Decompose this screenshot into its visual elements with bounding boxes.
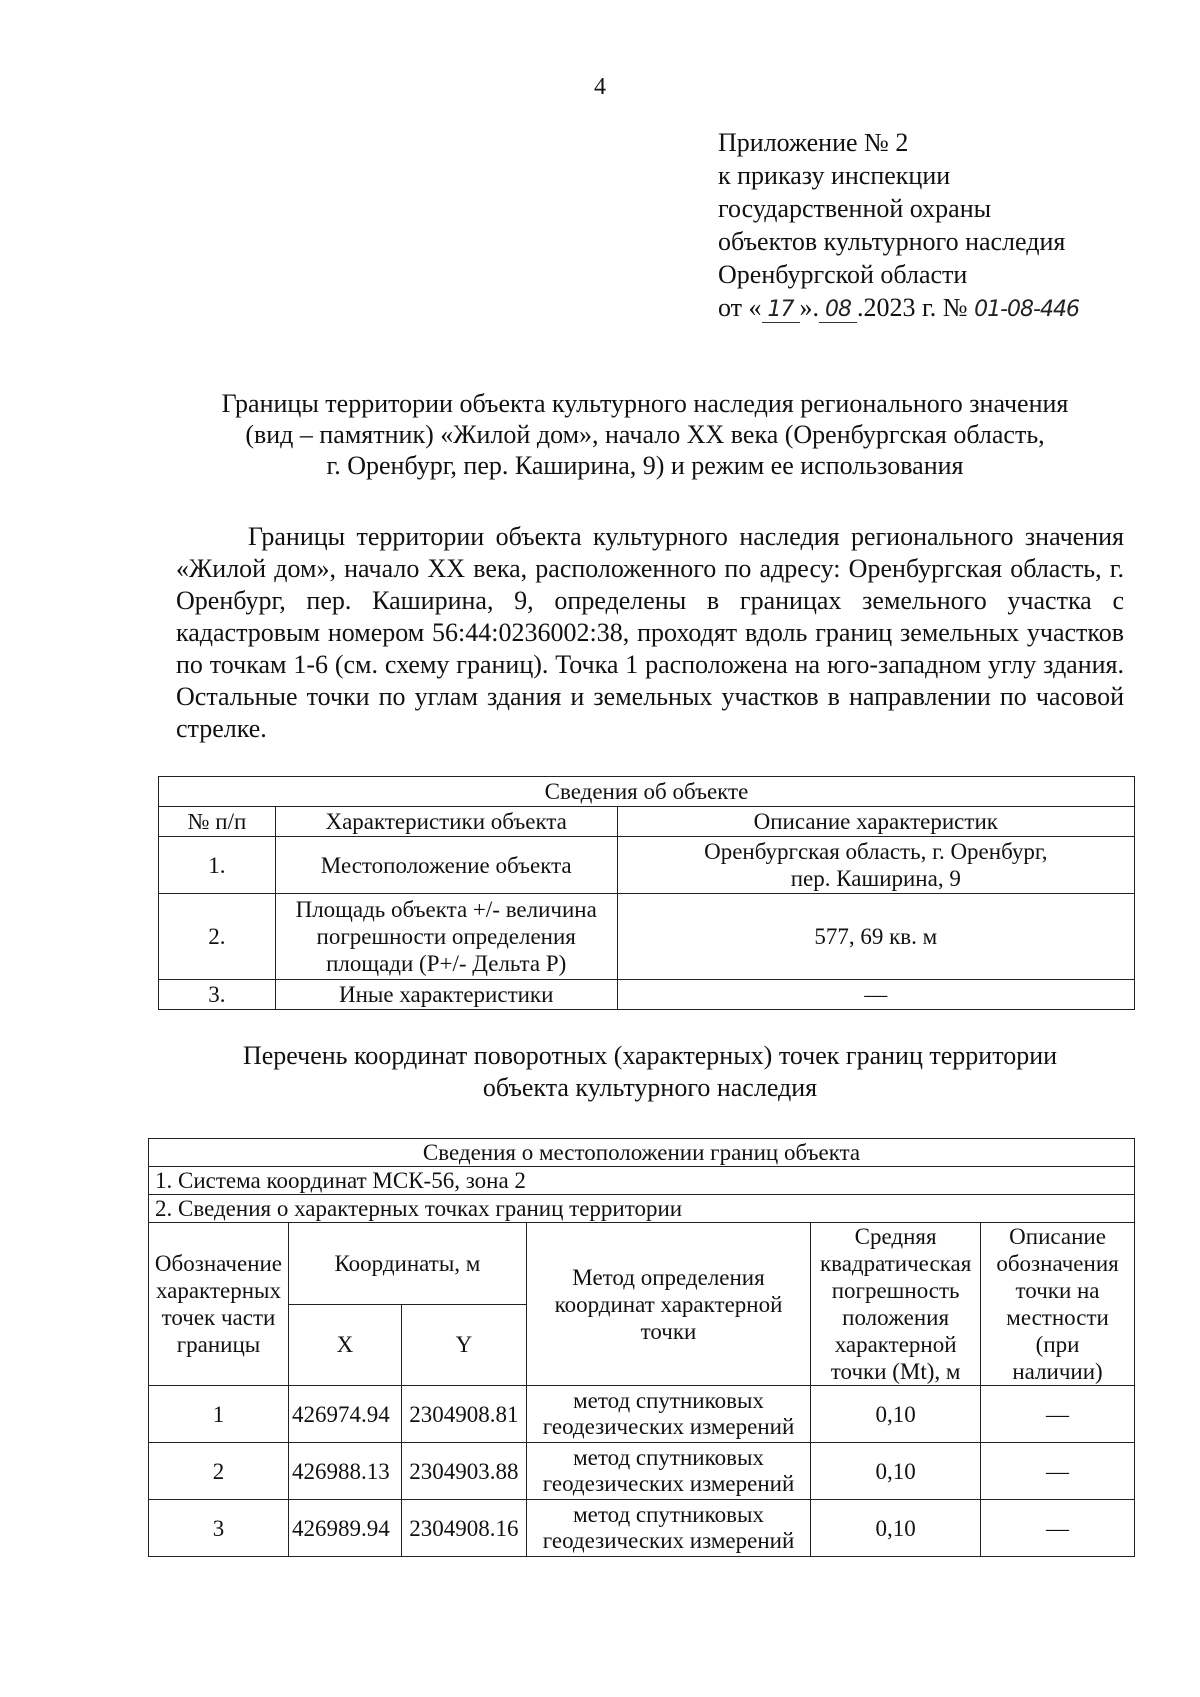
characteristic-name: Местоположение объекта: [275, 837, 617, 894]
table-row: [159, 980, 1135, 1010]
title-line: г. Оренбург, пер. Каширина, 9) и режим ее использования: [326, 451, 964, 480]
handwritten-day: 17: [762, 298, 800, 323]
handwritten-month: 08: [819, 298, 857, 323]
coordinate-system: 1. Система координат МСК-56, зона 2: [149, 1167, 1135, 1195]
characteristic-value: —: [617, 980, 1134, 1010]
point-number: 2: [149, 1443, 289, 1500]
appendix-line: Оренбургской области: [718, 260, 968, 289]
appendix-line: государственной охраны: [718, 194, 992, 223]
table-row: [149, 1386, 1135, 1443]
title-line: Границы территории объекта культурного наследия регионального значения: [221, 389, 1069, 418]
point-number: 3: [149, 1500, 289, 1557]
method: метод спутниковых геодезических измерений: [526, 1386, 810, 1443]
x-coordinate: 426988.13: [288, 1443, 401, 1500]
handwritten-order-number: 01-08-446: [974, 297, 1079, 322]
object-table-caption: Сведения об объекте: [159, 777, 1135, 807]
object-info-table: [158, 776, 1135, 1010]
header-point-designation: Обозначение характерных точек части границы: [149, 1223, 289, 1386]
column-header: Характеристики объекта: [275, 807, 617, 837]
appendix-date-line: [718, 291, 1079, 326]
points-section-heading: 2. Сведения о характерных точках границ территории: [149, 1195, 1135, 1223]
coord-table-caption: Сведения о местоположении границ объекта: [149, 1139, 1135, 1167]
appendix-header: [718, 126, 1079, 326]
header-point-description: Описание обозначения точки на местности (при наличии): [981, 1223, 1135, 1386]
x-coordinate: 426989.94: [288, 1500, 401, 1557]
coordinates-table: [148, 1138, 1135, 1557]
method: метод спутниковых геодезических измерений: [526, 1500, 810, 1557]
appendix-line: объектов культурного наследия: [718, 227, 1066, 256]
coordinate-list-title: [150, 1040, 1150, 1104]
date-prefix: от «: [718, 293, 762, 322]
title-line: объекта культурного наследия: [482, 1073, 818, 1102]
point-description: —: [981, 1443, 1135, 1500]
y-coordinate: 2304908.16: [401, 1500, 526, 1557]
boundary-description-paragraph: Границы территории объекта культурного наследия регионального значения «Жилой дом», начало XX века, расположенного по адресу: Оренбургская область, г. Оренбург, пер. Каширина, 9, определены в границах земельного участка с кадастровым номером 56:44:0236002:38, проходят вдоль границ земельных участков по точкам 1-6 (см. схему границ). Точка 1 расположена на юго-западном углу здания. Остальные точки по углам здания и земельных участков в направлении по часовой стрелке.: [176, 522, 1124, 743]
table-row: [159, 837, 1135, 894]
header-mean-square-error: Средняя квадратическая погрешность положения характерной точки (Mt), м: [811, 1223, 981, 1386]
date-year: .2023 г. №: [857, 293, 968, 322]
column-header: № п/п: [159, 807, 276, 837]
table-row: [159, 894, 1135, 980]
header-y: Y: [401, 1304, 526, 1386]
table-row: [149, 1443, 1135, 1500]
title-line: (вид – памятник) «Жилой дом», начало XX века (Оренбургская область,: [245, 420, 1045, 449]
point-number: 1: [149, 1386, 289, 1443]
header-coordinates: Координаты, м: [288, 1223, 526, 1305]
characteristic-value: Оренбургская область, г. Оренбург, пер. Каширина, 9: [617, 837, 1134, 894]
appendix-line: Приложение № 2: [718, 128, 909, 157]
characteristic-name: Площадь объекта +/- величина погрешности определения площади (P+/- Дельта P): [275, 894, 617, 980]
point-description: —: [981, 1500, 1135, 1557]
document-title: [160, 388, 1130, 481]
mean-square-error: 0,10: [811, 1386, 981, 1443]
row-number: 3.: [159, 980, 276, 1010]
mean-square-error: 0,10: [811, 1443, 981, 1500]
header-method: Метод определения координат характерной точки: [526, 1223, 810, 1386]
table-row: [149, 1500, 1135, 1557]
mean-square-error: 0,10: [811, 1500, 981, 1557]
column-header: Описание характеристик: [617, 807, 1134, 837]
row-number: 1.: [159, 837, 276, 894]
row-number: 2.: [159, 894, 276, 980]
y-coordinate: 2304908.81: [401, 1386, 526, 1443]
method: метод спутниковых геодезических измерений: [526, 1443, 810, 1500]
y-coordinate: 2304903.88: [401, 1443, 526, 1500]
page-number: 4: [594, 74, 606, 100]
date-mid: ».: [799, 293, 820, 322]
x-coordinate: 426974.94: [288, 1386, 401, 1443]
title-line: Перечень координат поворотных (характерных) точек границ территории: [242, 1041, 1058, 1070]
point-description: —: [981, 1386, 1135, 1443]
header-x: X: [288, 1304, 401, 1386]
characteristic-name: Иные характеристики: [275, 980, 617, 1010]
characteristic-value: 577, 69 кв. м: [617, 894, 1134, 980]
appendix-line: к приказу инспекции: [718, 161, 951, 190]
